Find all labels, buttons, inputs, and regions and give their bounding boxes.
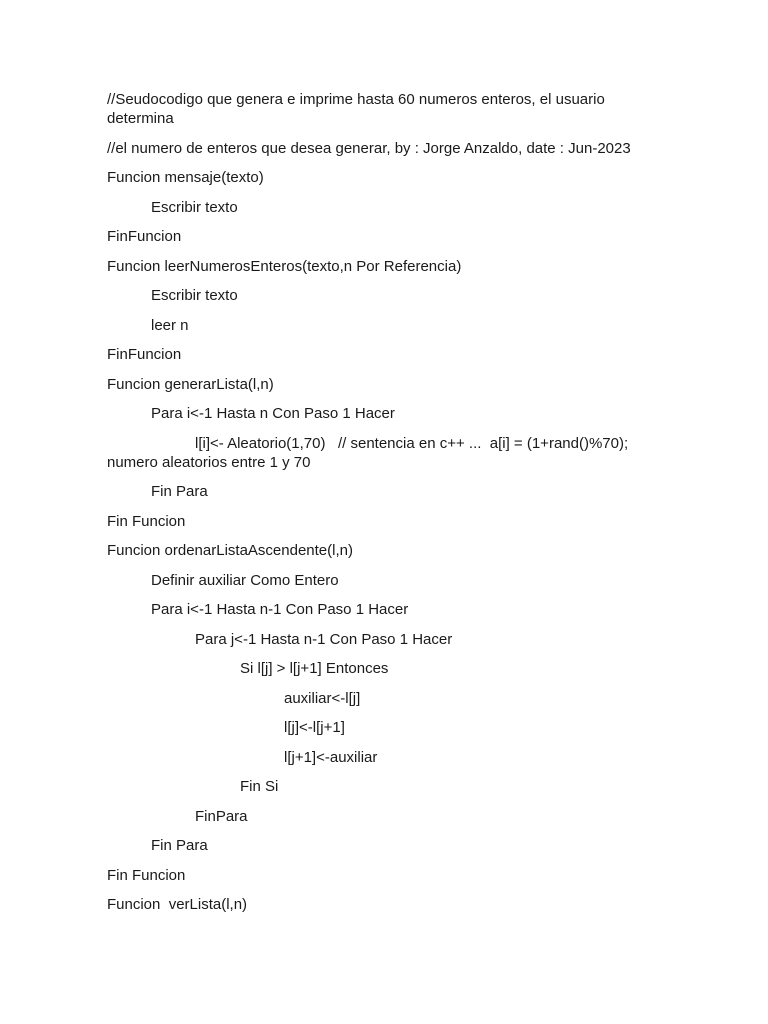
code-line: Funcion leerNumerosEnteros(texto,n Por Referencia) [107, 257, 462, 275]
code-line: Fin Para [151, 837, 208, 854]
code-line: l[i]<- Aleatorio(1,70) // sentencia en c++ ... a[i] = (1+rand()%70); numero aleatorios entre 1 y 70 [107, 434, 633, 471]
code-line: Fin Funcion [107, 512, 186, 530]
code-line: Si l[j] > l[j+1] Entonces [240, 660, 389, 677]
code-line: FinFuncion [107, 228, 182, 245]
code-line: Para i<-1 Hasta n Con Paso 1 Hacer [151, 405, 395, 422]
code-line: leer n [151, 316, 189, 334]
code-line: FinFuncion [107, 346, 182, 363]
code-line: Para i<-1 Hasta n-1 Con Paso 1 Hacer [151, 601, 409, 618]
code-line: Funcion generarLista(l,n) [107, 375, 274, 393]
code-line: Fin Funcion [107, 866, 186, 884]
code-line: Para j<-1 Hasta n-1 Con Paso 1 Hacer [195, 630, 453, 648]
code-line: Fin Para [151, 483, 208, 500]
comment-line-2: //el numero de enteros que desea generar, by : Jorge Anzaldo, date : Jun-2023 [107, 139, 631, 157]
code-line: l[j]<-l[j+1] [284, 719, 345, 736]
code-line: Fin Si [240, 778, 279, 795]
comment-line-1: //Seudocodigo que genera e imprime hasta 60 numeros enteros, el usuario determina [107, 91, 609, 127]
code-line: Funcion mensaje(texto) [107, 169, 264, 186]
code-line: FinPara [195, 807, 248, 825]
code-line: Definir auxiliar Como Entero [151, 571, 339, 589]
code-line: l[j+1]<-auxiliar [284, 748, 378, 766]
code-line: Escribir texto [151, 287, 238, 304]
code-line: auxiliar<-l[j] [284, 689, 361, 707]
code-line: Funcion ordenarListaAscendente(l,n) [107, 542, 353, 559]
document-page [107, 90, 647, 925]
code-line: Funcion verLista(l,n) [107, 896, 248, 913]
code-line: Escribir texto [151, 198, 238, 216]
